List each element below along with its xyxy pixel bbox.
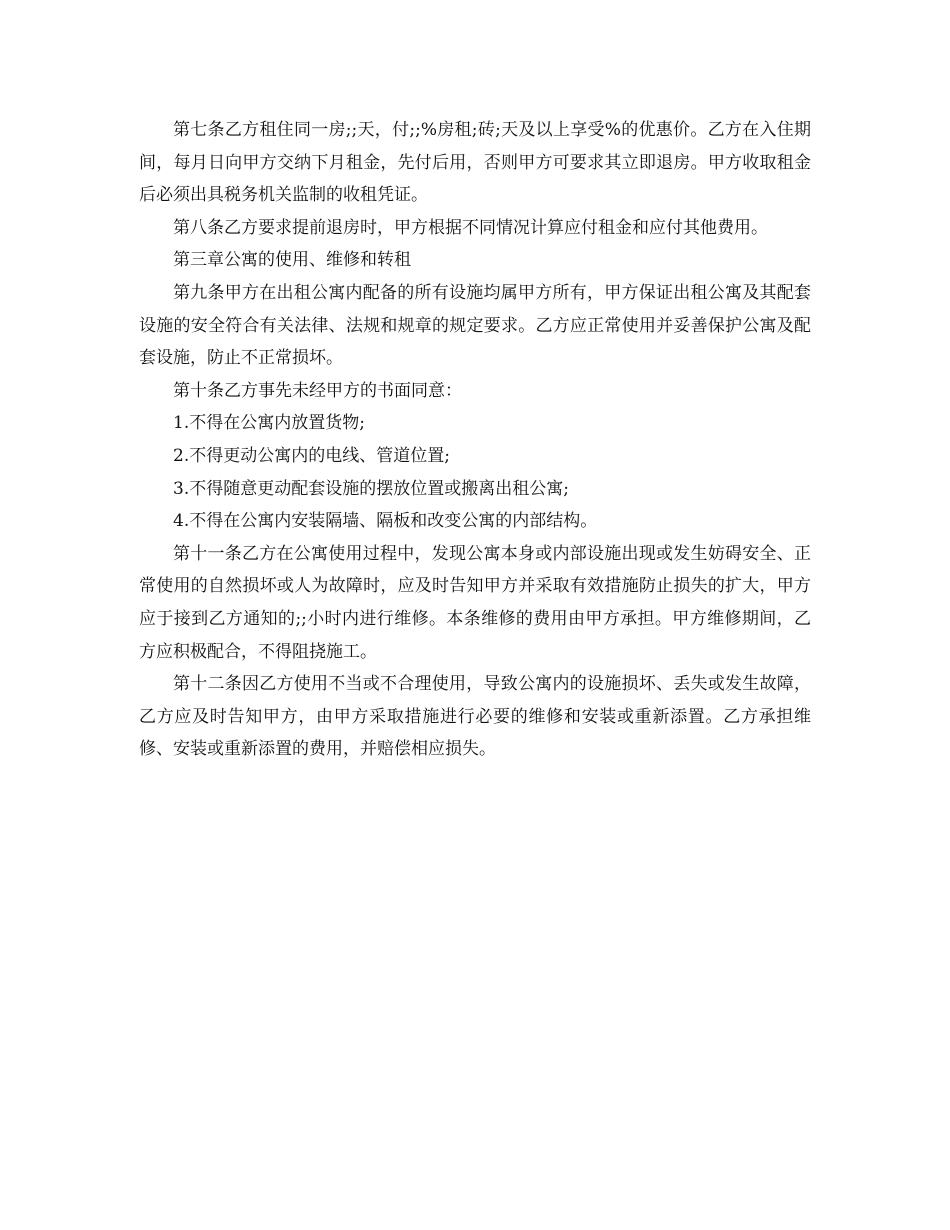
list-item-2: 2.不得更动公寓内的电线、管道位置; [173, 445, 450, 466]
paragraph-article-10: 第十条乙方事先未经甲方的书面同意： [173, 380, 462, 401]
list-item-3: 3.不得随意更动配套设施的摆放位置或搬离出租公寓; [173, 478, 569, 499]
list-item-4: 4.不得在公寓内安装隔墙、隔板和改变公寓的内部结构。 [173, 511, 598, 532]
paragraph-article-9: 第九条甲方在出租公寓内配备的所有设施均属甲方所有，甲方保证出租公寓及其配套设施的安全符合有关法律、法规和规章的规定要求。乙方应正常使用并妥善保护公寓及配套设施，防止不正常损坏。 [139, 282, 811, 369]
paragraph-article-12: 第十二条因乙方使用不当或不合理使用，导致公寓内的设施损坏、丢失或发生故障，乙方应及时告知甲方，由甲方采取措施进行必要的维修和安装或重新添置。乙方承担维修、安装或重新添置的费用，并赔偿相应损失。 [139, 674, 811, 760]
document-body [139, 114, 811, 766]
list-item-1: 1.不得在公寓内放置货物; [173, 413, 365, 434]
chapter-heading-3: 第三章公寓的使用、维修和转租 [173, 250, 411, 271]
paragraph-article-7: 第七条乙方租住同一房;;天，付;;%房租;砖;天及以上享受%的优惠价。乙方在入住期间，每月日向甲方交纳下月租金，先付后用，否则甲方可要求其立即退房。甲方收取租金后必须出具税务机关监制的收租凭证。 [139, 120, 811, 206]
paragraph-article-8: 第八条乙方要求提前退房时，甲方根据不同情况计算应付租金和应付其他费用。 [173, 217, 768, 238]
paragraph-article-11: 第十一条乙方在公寓使用过程中，发现公寓本身或内部设施出现或发生妨碍安全、正常使用的自然损坏或人为故障时，应及时告知甲方并采取有效措施防止损失的扩大，甲方应于接到乙方通知的;;小时内进行维修。本条维修的费用由甲方承担。甲方维修期间，乙方应积极配合，不得阻挠施工。 [139, 543, 811, 662]
